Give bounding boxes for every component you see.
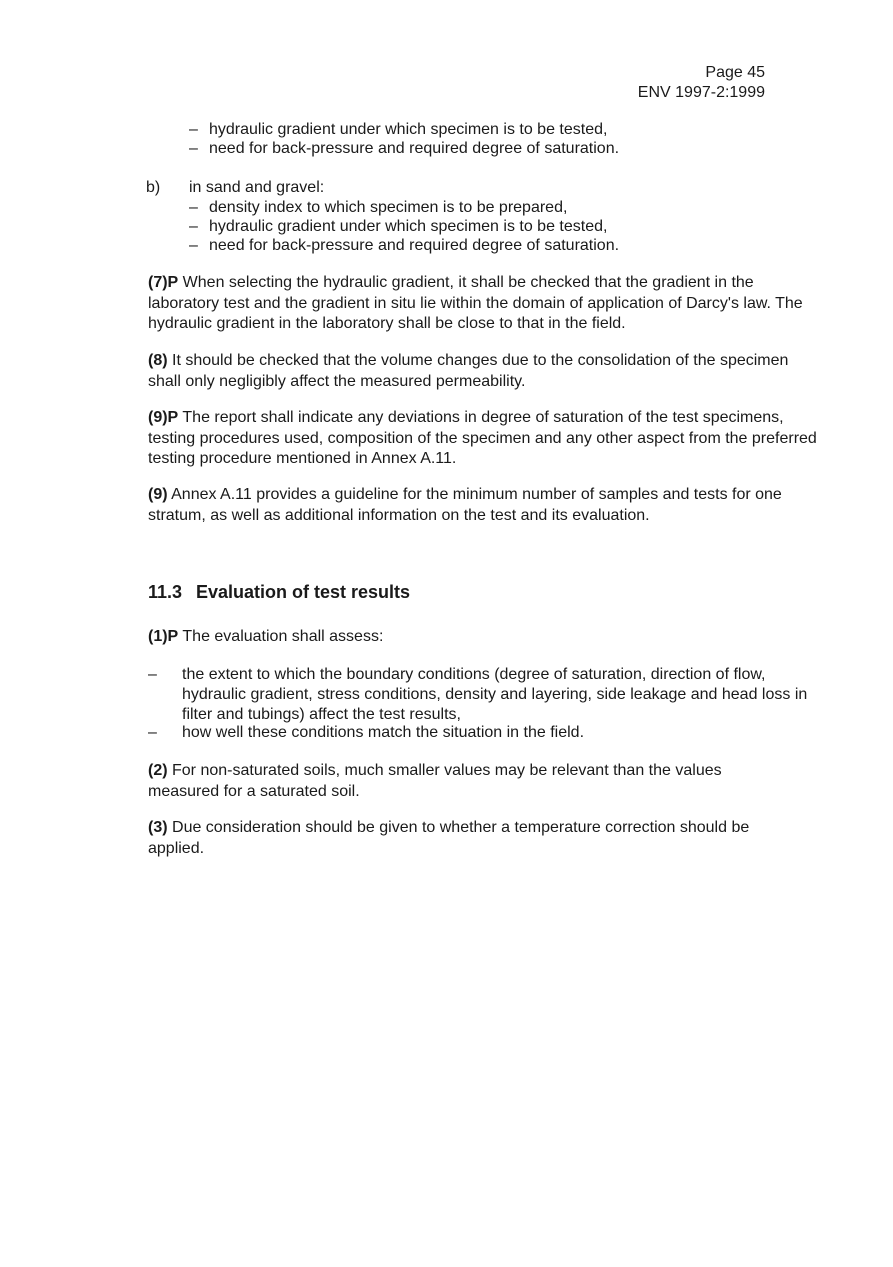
paragraph-8 <box>148 351 818 392</box>
dash-marker: – <box>189 237 198 254</box>
paragraph-eval-2 <box>148 761 788 802</box>
item-b-title: in sand and gravel: <box>189 179 325 196</box>
clause-text: It should be checked that the volume changes due to the consolidation of the specimen shall only negligibly affect the measured permeability. <box>148 352 789 390</box>
paragraph-9 <box>148 485 818 526</box>
clause-label: (2) <box>148 762 168 779</box>
list-item-text: need for back-pressure and required degree of saturation. <box>209 140 620 157</box>
dash-marker: – <box>148 666 157 683</box>
clause-text: The evaluation shall assess: <box>178 628 384 645</box>
dash-marker: – <box>189 199 198 216</box>
list-item <box>189 236 619 256</box>
dash-marker: – <box>148 724 157 741</box>
paragraph-9p <box>148 408 818 470</box>
paragraph-7p <box>148 273 818 335</box>
page-header <box>638 63 765 103</box>
clause-text: When selecting the hydraulic gradient, it shall be checked that the gradient in the laboratory test and the gradient in situ lie within the domain of application of Darcy's law. The hydraulic gradient in the laboratory shall be close to that in the field. <box>148 274 803 332</box>
paragraph-eval-1p <box>148 627 818 648</box>
clause-text: For non-saturated soils, much smaller values may be relevant than the values measured for a saturated soil. <box>148 762 722 800</box>
list-item <box>189 139 619 159</box>
clause-label: (9) <box>148 486 168 503</box>
list-item <box>148 723 808 743</box>
list-item-text: hydraulic gradient under which specimen is to be tested, <box>209 218 608 235</box>
section-number: 11.3 <box>148 582 183 602</box>
dash-marker: – <box>189 140 198 157</box>
dash-marker: – <box>189 218 198 235</box>
clause-text: Due consideration should be given to whether a temperature correction should be applied. <box>148 819 750 857</box>
clause-label: (9)P <box>148 409 179 426</box>
page-number: Page 45 <box>705 64 765 81</box>
clause-label: (7)P <box>148 274 179 291</box>
clause-label: (8) <box>148 352 168 369</box>
document-code: ENV 1997-2:1999 <box>637 84 765 101</box>
clause-text: The report shall indicate any deviations in degree of saturation of the test specimens, testing procedures used, composition of the specimen and any other aspect from the preferred testing procedure mentioned in Annex A.11. <box>148 409 817 467</box>
item-b-label: b) <box>146 179 161 196</box>
list-item-text: how well these conditions match the situation in the field. <box>182 724 585 741</box>
dash-marker: – <box>189 121 198 138</box>
list-item <box>148 665 808 727</box>
list-item <box>189 198 567 218</box>
list-item-text: hydraulic gradient under which specimen is to be tested, <box>209 121 608 138</box>
clause-text: Annex A.11 provides a guideline for the minimum number of samples and tests for one stratum, as well as additional information on the test and its evaluation. <box>148 486 782 524</box>
section-heading <box>148 582 410 603</box>
list-item-text: need for back-pressure and required degree of saturation. <box>209 237 620 254</box>
list-item <box>189 120 607 140</box>
paragraph-eval-3 <box>148 818 788 859</box>
clause-label: (1)P <box>148 628 179 645</box>
clause-label: (3) <box>148 819 168 836</box>
list-item-text: density index to which specimen is to be prepared, <box>209 199 568 216</box>
list-item-text: the extent to which the boundary conditions (degree of saturation, direction of flow, hydraulic gradient, stress conditions, density and layering, side leakage and head loss in filter and tubings) affect the test results, <box>182 666 808 723</box>
list-item <box>189 217 607 237</box>
section-title: Evaluation of test results <box>196 582 411 602</box>
